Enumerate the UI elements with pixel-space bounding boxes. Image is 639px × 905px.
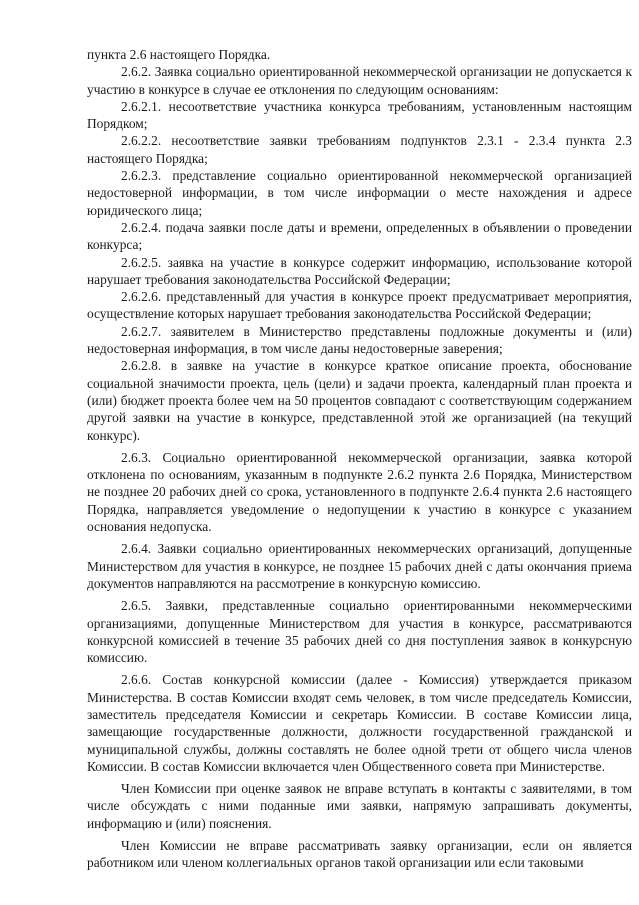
paragraph-2-6-5: 2.6.5. Заявки, представленные социально ориентированными некоммерческими организациями, допущенные Министерством для участия в конкурсе, рассматриваются конкурсной комиссией в течение 35 рабочих дней со дня поступления заявок в конкурсную комиссию. [87,598,632,666]
paragraph-2-6-2-5: 2.6.2.5. заявка на участие в конкурсе содержит информацию, использование которой нарушает требования законодательства Российской Федерации; [87,254,632,287]
paragraph-continuation: пункта 2.6 настоящего Порядка. [87,47,271,62]
paragraph-2-6-2-2: 2.6.2.2. несоответствие заявки требованиям подпунктов 2.3.1 - 2.3.4 пункта 2.3 настоящего Порядка; [87,133,632,166]
document-body [87,46,632,872]
paragraph-2-6-4: 2.6.4. Заявки социально ориентированных некоммерческих организаций, допущенные Министерством для участия в конкурсе, не позднее 15 рабочих дней с даты окончания приема документов направляются на рассмотрение в конкурсную комиссию. [87,541,632,591]
paragraph-2-6-2-8: 2.6.2.8. в заявке на участие в конкурсе краткое описание проекта, обоснование социальной значимости проекта, цель (цели) и задачи проекта, календарный план проекта и (или) бюджет проекта более чем на 50 процентов совпадают с соответствующим содержанием другой заявки на участие в конкурсе, представленной этой же организацией (на текущий конкурс). [87,358,632,443]
paragraph-2-6-6: 2.6.6. Состав конкурсной комиссии (далее - Комиссия) утверждается приказом Министерства. В состав Комиссии входят семь человек, в том числе председатель Комиссии, заместитель председателя Комиссии и секретарь Комиссии. В составе Комиссии лица, замещающие государственные должности, должности государственной гражданской и муниципальной службы, должны составлять не более одной трети от общего числа членов Комиссии. В состав Комиссии включается член Общественного совета при Министерстве. [87,672,632,774]
paragraph-commission-conflict: Член Комиссии не вправе рассматривать заявку организации, если он является работником или членом коллегиальных органов такой организации или если таковыми [87,838,632,871]
paragraph-2-6-2-3: 2.6.2.3. представление социально ориентированной некоммерческой организацией недостоверной информации, в том числе информации о месте нахождения и адресе юридического лица; [87,168,632,218]
paragraph-2-6-2: 2.6.2. Заявка социально ориентированной некоммерческой организации не допускается к участию в конкурсе в случае ее отклонения по следующим основаниям: [87,64,632,97]
paragraph-2-6-2-4: 2.6.2.4. подача заявки после даты и времени, определенных в объявлении о проведении конкурса; [87,219,632,253]
paragraph-2-6-3: 2.6.3. Социально ориентированной некоммерческой организации, заявка которой отклонена по основаниям, указанным в подпункте 2.6.2 пункта 2.6 Порядка, Министерством не позднее 20 рабочих дней со срока, установленного в подпункте 2.6.4 пункта 2.6 настоящего Порядка, направляется уведомление о недопущении к участию в конкурсе с указанием основания недопуска. [87,449,632,535]
paragraph-2-6-2-1: 2.6.2.1. несоответствие участника конкурса требованиям, установленным настоящим Порядком; [87,98,632,132]
paragraph-2-6-2-6: 2.6.2.6. представленный для участия в конкурсе проект предусматривает мероприятия, осуществление которых нарушает требования законодательства Российской Федерации; [87,289,632,322]
paragraph-commission-contacts: Член Комиссии при оценке заявок не вправе вступать в контакты с заявителями, в том числе обсуждать с ними поданные ими заявки, напрямую запрашивать документы, информацию и (или) пояснения. [87,781,632,831]
paragraph-2-6-2-7: 2.6.2.7. заявителем в Министерство представлены подложные документы и (или) недостоверная информация, в том числе даны недостоверные заверения; [87,323,632,357]
